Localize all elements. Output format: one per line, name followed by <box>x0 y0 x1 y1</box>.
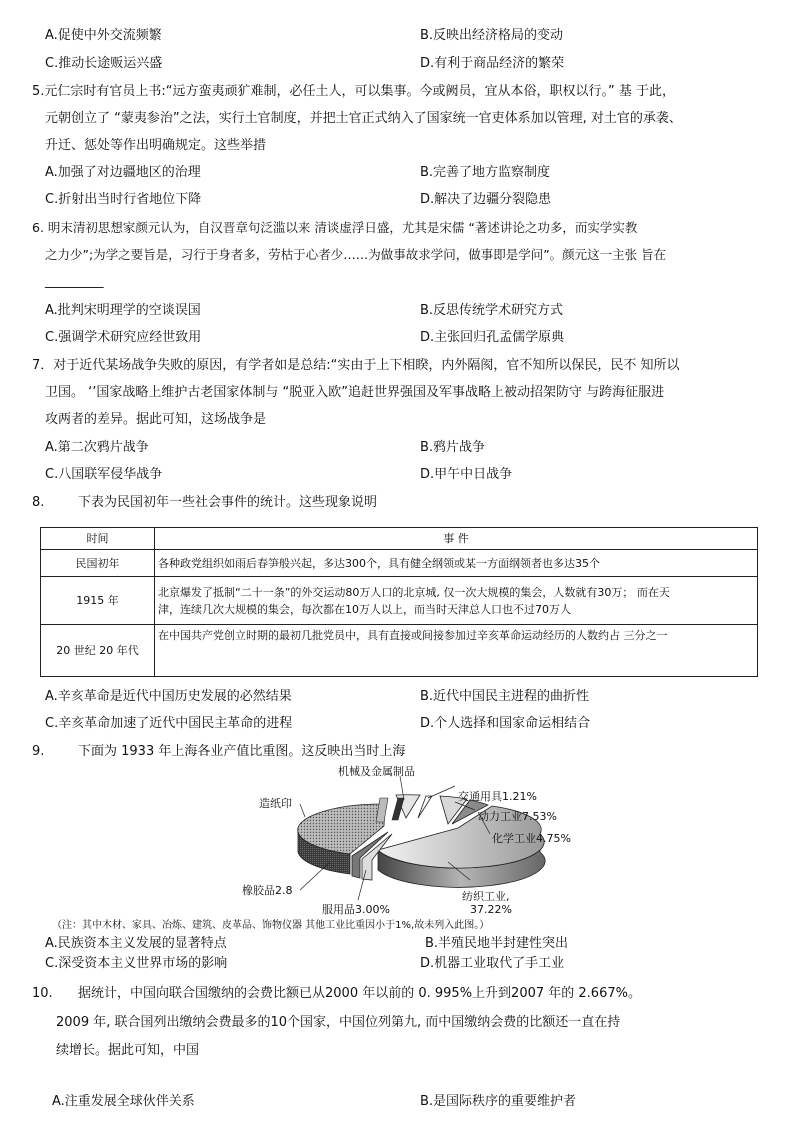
table-cell-event <box>155 577 758 625</box>
events-table <box>40 527 758 677</box>
table-header-row <box>41 528 758 550</box>
pie-label-textile-value: 37.22% <box>470 903 512 916</box>
q9-stem: 下面为 1933 年上海各业产值比重图。这反映出当时上海 <box>78 744 406 759</box>
table-cell-time: 1915 年 <box>41 577 155 625</box>
q7-option-d: D.甲午中日战争 <box>420 467 513 482</box>
pie-label-rubber: 橡胶品2.8 <box>242 884 293 897</box>
q9-option-b: B.半殖民地半封建性突出 <box>425 936 569 951</box>
q6-stem-line2: 之力少”;为学之要旨是，习行于身者多，劳枯于心者少……为做事故求学问，做事即是学问”。颜元这一主张 旨在 <box>45 247 667 262</box>
q8-option-d: D.个人选择和国家命运相结合 <box>420 716 591 731</box>
q4-option-c: C.推动长途贩运兴盛 <box>45 56 163 71</box>
q8-stem: 下表为民国初年一些社会事件的统计。这些现象说明 <box>78 495 378 510</box>
pie-label-chemical: 化学工业4.75% <box>492 832 571 845</box>
table-cell-event: 各种政党组织如雨后春笋般兴起，多达300个，具有健全纲领或某一方面纲领者也多达35个 <box>155 550 758 577</box>
pie-label-paper: 造纸印 <box>259 797 292 810</box>
pie-label-textile: 纺织工业, <box>462 890 510 903</box>
q6-option-a: A.批判宋明理学的空谈误国 <box>45 303 201 318</box>
q8-option-c: C.辛亥革命加速了近代中国民主革命的进程 <box>45 716 293 731</box>
q6-option-b: B.反思传统学术研究方式 <box>420 303 564 318</box>
q6-option-c: C.强调学术研究应经世致用 <box>45 330 202 345</box>
q5-option-c: C.折射出当时行省地位下降 <box>45 192 202 207</box>
q10-number: 10. <box>32 986 53 1001</box>
pie-label-clothing: 服用品3.00% <box>322 903 390 916</box>
q5-option-b: B.完善了地方监察制度 <box>420 165 551 180</box>
q10-stem-line3: 续增长。据此可知，中国 <box>56 1043 200 1058</box>
q8-option-a: A.辛亥革命是近代中国历史发展的必然结果 <box>45 689 292 704</box>
q6-option-d: D.主张回归孔孟儒学原典 <box>420 330 565 345</box>
q9-chart-note: （注：其中木材、家具、冶炼、建筑、皮革品、饰物仪器 其他工业比重因小于1%,故未列入此图。） <box>52 920 490 931</box>
leader-line <box>300 804 305 817</box>
pie-label-transport: 交通用具1.21% <box>458 790 537 803</box>
table-cell-time: 20 世纪 20 年代 <box>41 625 155 677</box>
q4-option-a: A.促使中外交流频繁 <box>45 28 162 43</box>
q7-option-b: B.鸦片战争 <box>420 440 486 455</box>
pie-label-power: 动力工业7.53% <box>478 810 557 823</box>
q10-option-a: A.注重发展全球伙伴关系 <box>52 1094 195 1109</box>
q6-stem-line1: 6. 明末清初思想家颜元认为，自汉晋章句泛滥以来 清谈虚浮日盛，尤其是宋儒 “著述讲论之功多，而实学实教 <box>32 220 638 235</box>
q7-stem-line1: 7．对于近代某场战争失败的原因，有学者如是总结:“实由于上下相睽，内外隔阂，官不知所以保民，民不 知所以 <box>32 358 680 373</box>
q10-stem-line2: 2009 年, 联合国列出缴纳会费最多的10个国家，中国位列第九, 而中国缴纳会费的比额还一直在持 <box>56 1015 621 1030</box>
pie-slice-transport <box>418 796 432 818</box>
pie-slice-misc <box>376 798 388 822</box>
table-row <box>41 550 758 577</box>
leader-line <box>300 862 330 890</box>
table-row <box>41 625 758 677</box>
q8-number: 8. <box>32 495 45 510</box>
q9-number: 9. <box>32 744 45 759</box>
q8-option-b: B.近代中国民主进程的曲折性 <box>420 689 590 704</box>
q5-option-d: D.解决了边疆分裂隐患 <box>420 192 552 207</box>
table-header-event: 事 件 <box>155 528 758 550</box>
table-cell-event-line2: 津，连续几次大规模的集会，每次都在10万人以上，而当时天津总人口也不过70万人 <box>158 602 571 616</box>
q7-option-c: C.八国联军侵华战争 <box>45 467 163 482</box>
q4-option-b: B.反映出经济格局的变动 <box>420 28 564 43</box>
pie-chart <box>0 762 791 912</box>
q10-option-b: B.是国际秩序的重要维护者 <box>420 1094 577 1109</box>
q9-option-d: D.机器工业取代了手工业 <box>420 956 565 971</box>
table-header-time: 时间 <box>41 528 155 550</box>
q7-stem-line2: 卫国。 ‘’国家战略上维护古老国家体制与 “脱亚入欧”追赶世界强国及军事战略上被动招架防守 与跨海征服进 <box>45 385 665 400</box>
q9-option-a: A.民族资本主义发展的显著特点 <box>45 936 227 951</box>
q7-option-a: A.第二次鸦片战争 <box>45 440 149 455</box>
pie-label-machinery: 机械及金属制品 <box>338 765 415 778</box>
q10-stem-line1: 据统计，中国向联合国缴纳的会费比额已从2000 年以前的 0. 995%上升到2007 年的 2.667%。 <box>78 986 641 1001</box>
q4-option-d: D.有利于商品经济的繁荣 <box>420 56 565 71</box>
q5-stem-line2: 元朝创立了 “蒙夷参治”之法，实行土官制度，并把土官正式纳入了国家统一官吏体系加以管理, 对土官的承袭、 <box>45 111 682 126</box>
q7-stem-line3: 攻两者的差异。据此可知，这场战争是 <box>45 412 267 427</box>
table-cell-time: 民国初年 <box>41 550 155 577</box>
q6-blank: _________ <box>45 274 104 289</box>
q5-option-a: A.加强了对边疆地区的治理 <box>45 165 201 180</box>
q5-stem-line1: 5.元仁宗时有官员上书:“远方蛮夷顽犷难制，必任土人，可以集事。今或阙员，宜从本俗，职权以行。” 基 于此， <box>32 84 676 99</box>
q5-stem-line3: 升迁、惩处等作出明确规定。这些举措 <box>45 138 267 153</box>
table-cell-event-line1: 北京爆发了抵制“二十一条”的外交运动80万人口的北京城, 仅一次大规模的集会，人数就有30万； 而在天 <box>158 585 670 599</box>
q9-option-c: C.深受资本主义世界市场的影响 <box>45 956 228 971</box>
table-cell-event: 在中国共产党创立时期的最初几批党员中，具有直接或间接参加过辛亥革命运动经历的人数约占 三分之一 <box>155 625 758 677</box>
table-row <box>41 577 758 625</box>
